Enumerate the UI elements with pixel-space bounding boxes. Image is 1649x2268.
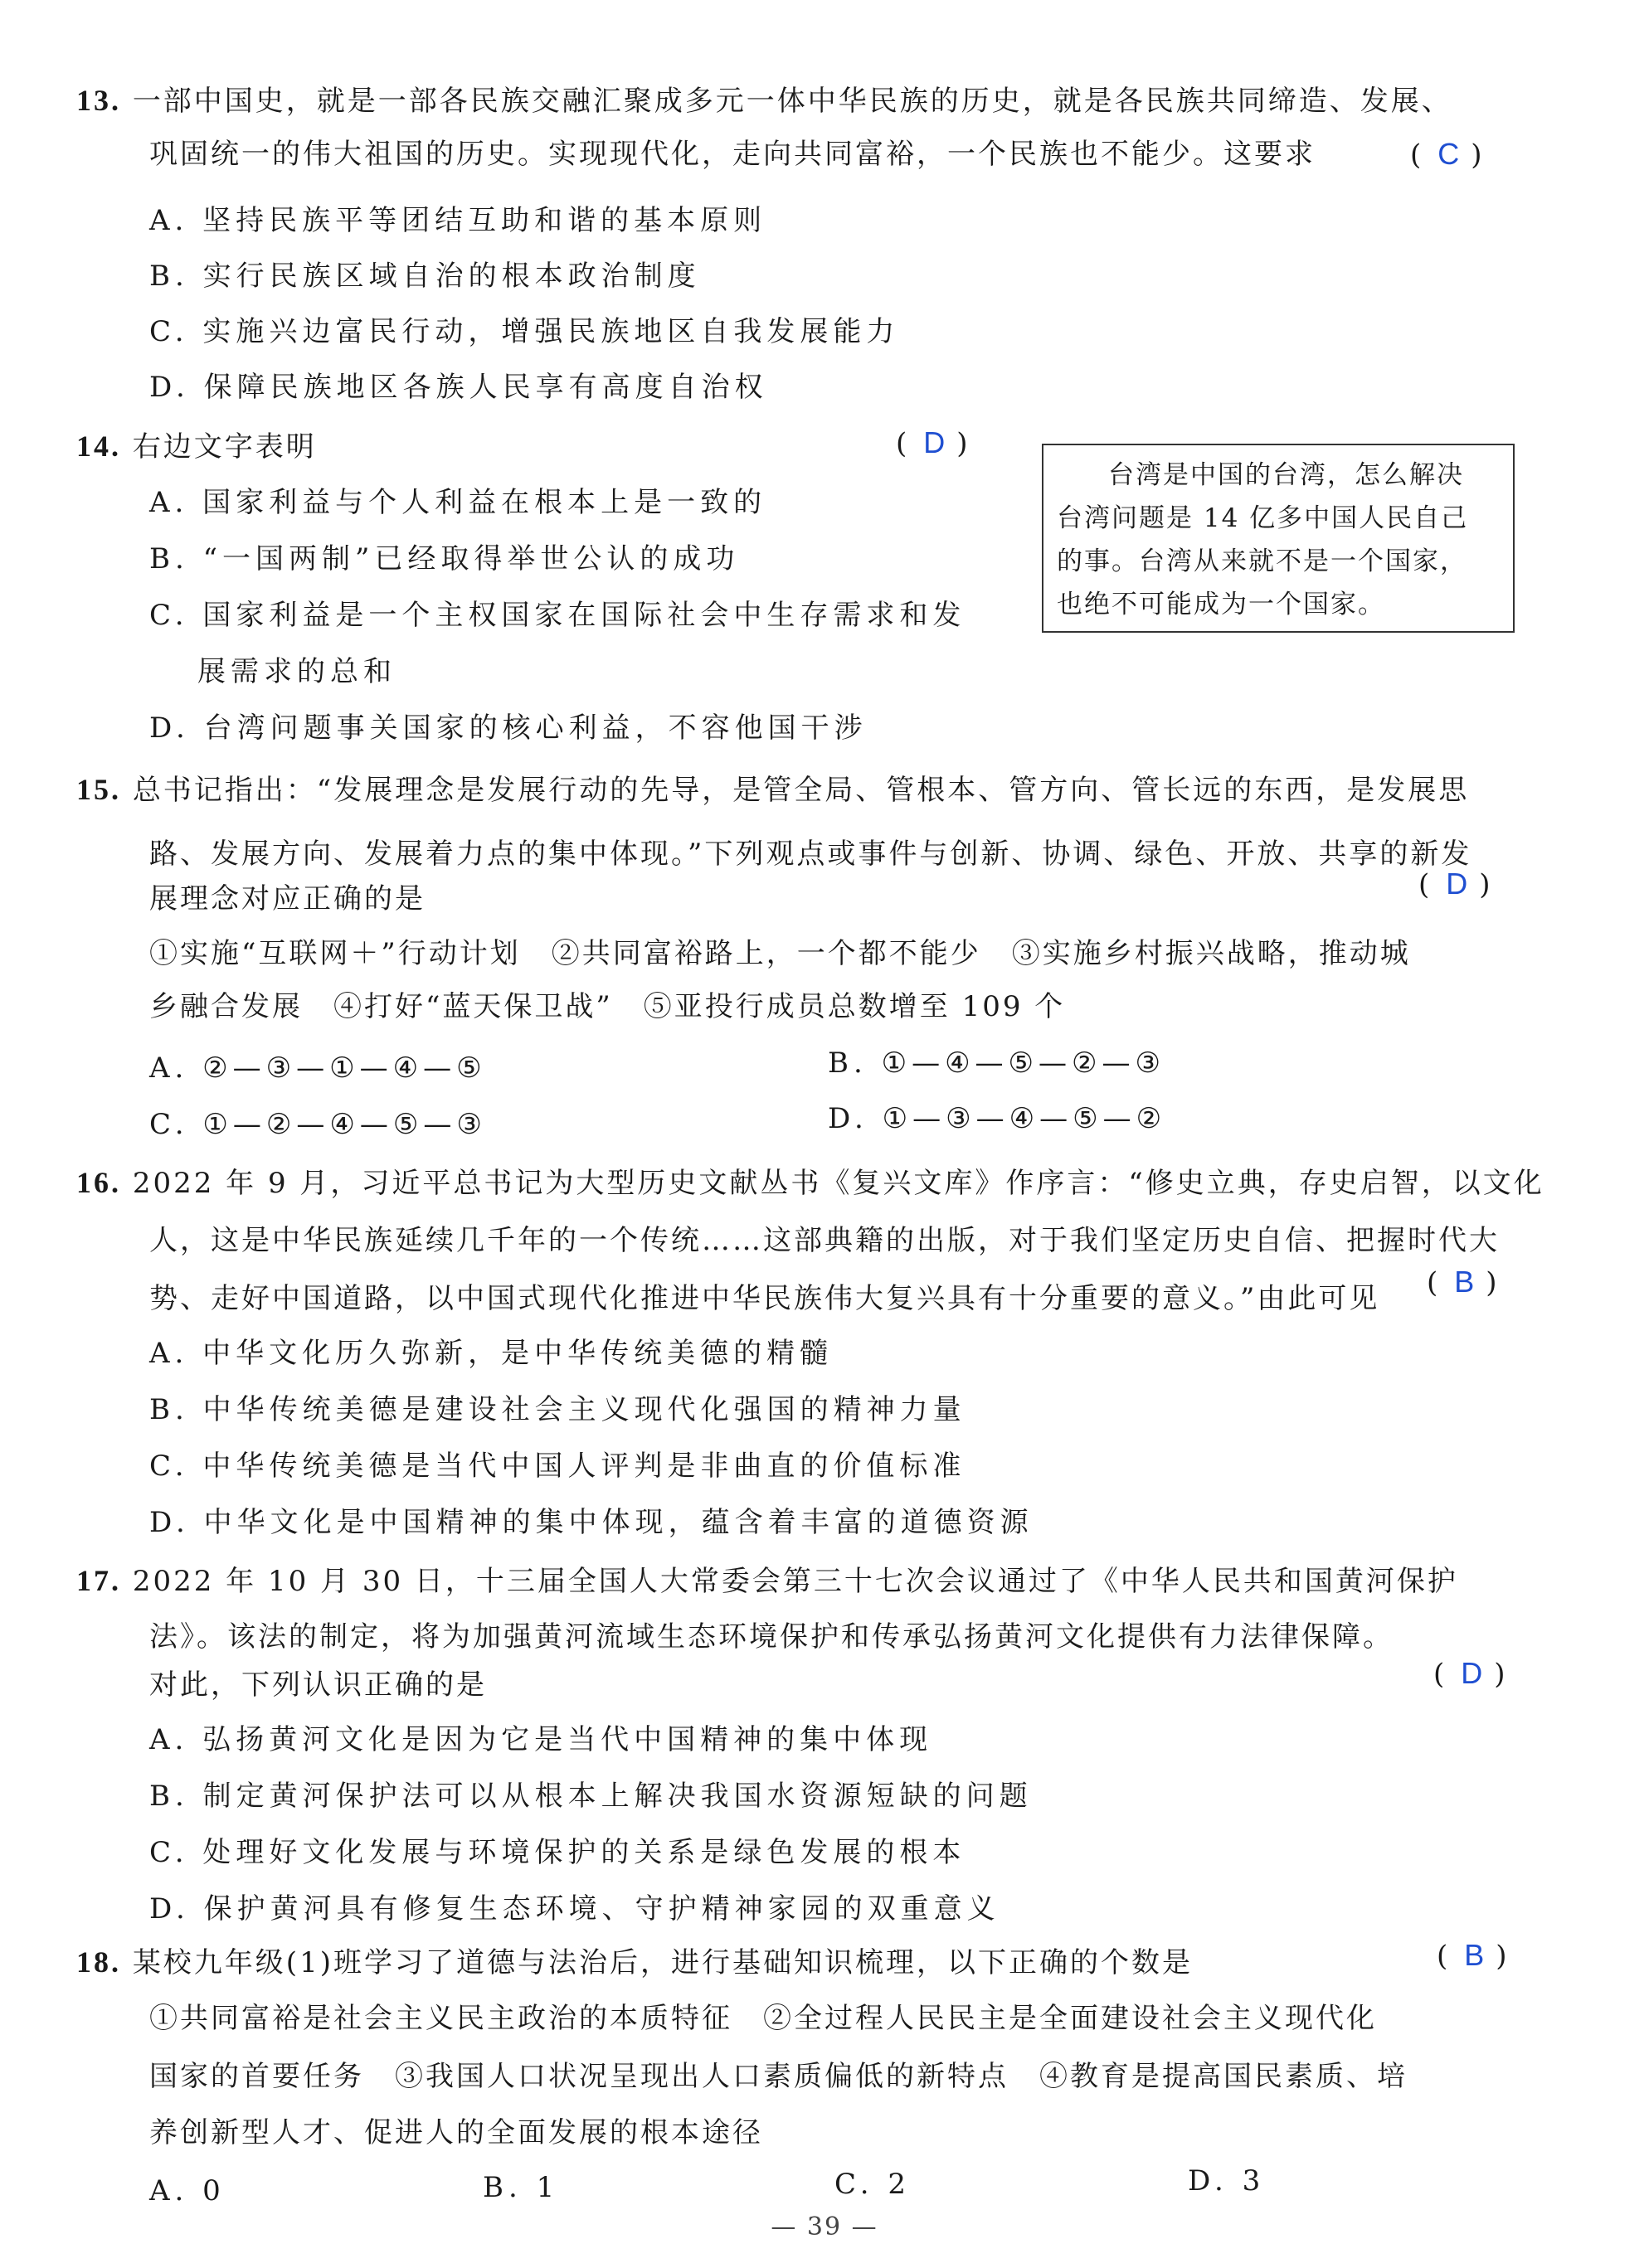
q16-stem-line-1 bbox=[76, 1161, 1544, 1205]
q14-answer-box: ( D ) bbox=[896, 425, 973, 460]
q18-option-c: C. 2 bbox=[834, 2168, 912, 2201]
q13-stem-line-2: 巩固统一的伟大祖国的历史。实现现代化，走向共同富裕，一个民族也不能少。这要求 bbox=[149, 138, 1316, 171]
q15-answer-box: ( D ) bbox=[1418, 867, 1496, 901]
q13-answer-box: ( C ) bbox=[1410, 137, 1487, 172]
q18-option-b: B. 1 bbox=[483, 2171, 560, 2204]
q17-number: 17. bbox=[76, 1564, 121, 1597]
q18-stem-text-1: 某校九年级(1)班学习了道德与法治后，进行基础知识梳理，以下正确的个数是 bbox=[132, 1946, 1193, 1979]
q15-stem-line-2: 路、发展方向、发展着力点的集中体现。”下列观点或事件与创新、协调、绿色、开放、共享的新发 bbox=[149, 838, 1472, 871]
q16-option-d: D. 中华文化是中国精神的集中体现，蕴含着丰富的道德资源 bbox=[149, 1506, 1034, 1539]
q17-option-b: B. 制定黄河保护法可以从根本上解决我国水资源短缺的问题 bbox=[149, 1780, 1033, 1813]
q15-answer: D bbox=[1446, 867, 1468, 901]
q16-stem-line-3: 势、走好中国道路，以中国式现代化推进中华民族伟大复兴具有十分重要的意义。”由此可见 bbox=[149, 1282, 1380, 1315]
q16-option-a: A. 中华文化历久弥新，是中华传统美德的精髓 bbox=[149, 1337, 834, 1370]
q18-statements-line-1: ①共同富裕是社会主义民主政治的本质特征 ②全过程人民民主是全面建设社会主义现代化 bbox=[149, 2002, 1377, 2035]
q18-stem-line-1 bbox=[76, 1940, 1193, 1984]
q13-stem-line-1 bbox=[76, 79, 1452, 123]
q14-quote-line-1: 台湾是中国的台湾，怎么解决 bbox=[1108, 460, 1464, 490]
q16-stem-line-2: 人，这是中华民族延续几千年的一个传统……这部典籍的出版，对于我们坚定历史自信、把握时代大 bbox=[149, 1224, 1500, 1257]
q15-option-d: D. ①—③—④—⑤—② bbox=[828, 1102, 1167, 1135]
q17-option-c: C. 处理好文化发展与环境保护的关系是绿色发展的根本 bbox=[149, 1836, 966, 1869]
q15-option-c: C. ①—②—④—⑤—③ bbox=[149, 1108, 487, 1141]
q17-stem-line-1 bbox=[76, 1559, 1458, 1603]
q14-quote-box bbox=[1042, 444, 1515, 633]
q14-option-a: A. 国家利益与个人利益在根本上是一致的 bbox=[149, 486, 767, 519]
q14-quote-line-2: 台湾问题是 14 亿多中国人民自己 bbox=[1057, 503, 1469, 533]
q14-option-d: D. 台湾问题事关国家的核心利益，不容他国干涉 bbox=[149, 711, 868, 745]
q15-stem-line-1 bbox=[76, 768, 1469, 812]
q14-option-c-cont: 展需求的总和 bbox=[197, 655, 396, 688]
q13-number: 13. bbox=[76, 84, 121, 117]
q13-option-b: B. 实行民族区域自治的根本政治制度 bbox=[149, 260, 701, 293]
q17-option-d: D. 保护黄河具有修复生态环境、守护精神家园的双重意义 bbox=[149, 1892, 1000, 1926]
q15-statements-line-1: ①实施“互联网＋”行动计划 ②共同富裕路上，一个都不能少 ③实施乡村振兴战略，推动城 bbox=[149, 937, 1411, 970]
q16-stem-text-1: 2022 年 9 月，习近平总书记为大型历史文献丛书《复兴文库》作序言：“修史立典，存史启智，以文化 bbox=[132, 1167, 1544, 1200]
q14-number: 14. bbox=[76, 430, 121, 463]
q15-option-a: A. ②—③—①—④—⑤ bbox=[149, 1051, 487, 1085]
q17-answer: D bbox=[1461, 1656, 1483, 1690]
q18-answer-box: ( B ) bbox=[1437, 1938, 1512, 1973]
q16-answer-box: ( B ) bbox=[1427, 1265, 1502, 1299]
q15-number: 15. bbox=[76, 773, 121, 806]
q14-stem-line-1 bbox=[76, 425, 317, 469]
q16-option-b: B. 中华传统美德是建设社会主义现代化强国的精神力量 bbox=[149, 1393, 966, 1426]
q14-option-b: B. “一国两制”已经取得举世公认的成功 bbox=[149, 542, 740, 575]
q18-number: 18. bbox=[76, 1945, 121, 1979]
q13-option-a: A. 坚持民族平等团结互助和谐的基本原则 bbox=[149, 204, 767, 237]
q17-stem-line-2: 法》。该法的制定，将为加强黄河流域生态环境保护和传承弘扬黄河文化提供有力法律保障。 bbox=[149, 1620, 1394, 1654]
q14-quote-line-4: 也绝不可能成为一个国家。 bbox=[1057, 590, 1385, 619]
q17-stem-text-1: 2022 年 10 月 30 日，十三届全国人大常委会第三十七次会议通过了《中华人民共和国黄河保护 bbox=[132, 1565, 1458, 1598]
q18-option-a: A. 0 bbox=[149, 2174, 226, 2207]
q17-option-a: A. 弘扬黄河文化是因为它是当代中国精神的集中体现 bbox=[149, 1723, 933, 1756]
q13-stem-text-1: 一部中国史，就是一部各民族交融汇聚成多元一体中华民族的历史，就是各民族共同缔造、发展、 bbox=[132, 85, 1452, 118]
q15-option-b: B. ①—④—⑤—②—③ bbox=[828, 1047, 1166, 1080]
q15-statements-line-2: 乡融合发展 ④打好“蓝天保卫战” ⑤亚投行成员总数增至 109 个 bbox=[149, 990, 1066, 1023]
q15-stem-text-1: 总书记指出：“发展理念是发展行动的先导，是管全局、管根本、管方向、管长远的东西，是发展思 bbox=[132, 774, 1470, 807]
q17-answer-box: ( D ) bbox=[1433, 1656, 1510, 1691]
q17-stem-line-3: 对此，下列认识正确的是 bbox=[149, 1668, 487, 1702]
q18-statements-line-3: 养创新型人才、促进人的全面发展的根本途径 bbox=[149, 2116, 763, 2149]
q13-option-c: C. 实施兴边富民行动，增强民族地区自我发展能力 bbox=[149, 315, 900, 348]
q13-answer: C bbox=[1437, 137, 1460, 171]
q16-number: 16. bbox=[76, 1166, 121, 1199]
q15-stem-line-3: 展理念对应正确的是 bbox=[149, 882, 426, 915]
q14-quote-line-3: 的事。台湾从来就不是一个国家， bbox=[1057, 546, 1467, 576]
q14-option-c: C. 国家利益是一个主权国家在国际社会中生存需求和发 bbox=[149, 599, 966, 632]
page-number: — 39 — bbox=[771, 2212, 878, 2241]
q16-option-c: C. 中华传统美德是当代中国人评判是非曲直的价值标准 bbox=[149, 1450, 966, 1483]
q14-answer: D bbox=[923, 425, 946, 459]
q16-answer: B bbox=[1454, 1265, 1475, 1299]
q18-statements-line-2: 国家的首要任务 ③我国人口状况呈现出人口素质偏低的新特点 ④教育是提高国民素质、培 bbox=[149, 2060, 1408, 2093]
q13-option-d: D. 保障民族地区各族人民享有高度自治权 bbox=[149, 371, 768, 404]
q18-option-d: D. 3 bbox=[1188, 2164, 1266, 2198]
q18-answer: B bbox=[1464, 1938, 1485, 1972]
q14-stem-text-1: 右边文字表明 bbox=[132, 430, 317, 464]
